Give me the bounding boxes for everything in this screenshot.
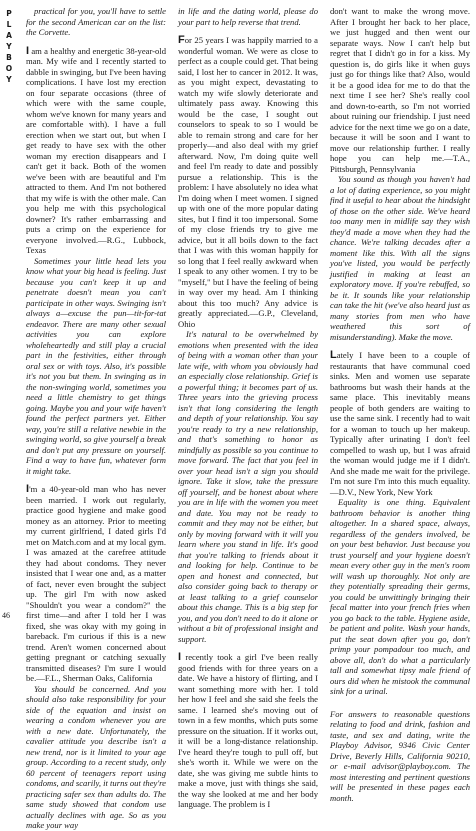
initial-letter: F — [178, 34, 185, 46]
paragraph-text: You should be concerned. And you should also take responsibility for your side of the equation and insist on wearing a condom whenever you are with a new date. Unfortunately, the cavalier attitude you describe isn't a new trend, nor is it limited to your age group. According to a recent study, only 60 percent of teenagers report using condoms, and scarily, it turns out they're practicing safer sex than adults do. The same study showed that condom use actually declines with age. So as you make your way — [26, 683, 166, 830]
paragraph-text: It's natural to be overwhelmed by emotions when presented with the idea of being with a woman other than your late wife, with whom you obviously had an especially close relationship. Grief is a powerful thing; it becomes part of us. Three years into the grieving process isn't that long considering the length and depth of your relationship. You say you're ready to try a new relationship, and that's something to honor as mindfully as possible so you continue to move forward. The fact that you feel in over your head isn't a sign you should ignore. Take it slow, take the pressure off yourself, and be honest about where you are in life with the women you meet and date. You may not be ready to commit and they may not be either, but only by moving forward with it will you learn where you stand in life. It's good that you're talking to friends about it and looking for help. Continue to be open and honest and connected, but also consider going back to therapy or at least talking to a grief counselor about this change. This is a big step for you, and you don't need to do it alone or without a bit of professional insight and support. — [178, 329, 318, 644]
paragraph-text: You sound as though you haven't had a lot of dating experience, so you might find it useful to hear about the hindsight of those on the other side. We've heard too many men in midlife say they wish they'd made a move when they had the chance. We're talking decades after a moment like this. With all the signs you've listed, you would be perfectly justified in making at least an exploratory move. If you're rebuffed, so be it. It sounds like your relationship can take the hit (we've also heard just as many stories from men who have weathered this sort of misunderstanding). Make the move. — [330, 174, 470, 342]
text-column-2 — [178, 6, 318, 809]
running-head-letter: P — [6, 9, 12, 18]
initial-letter: I — [178, 651, 182, 663]
paragraph-text: For answers to reasonable questions relating to food and drink, fashion and taste, and sex and dating, write the Playboy Advisor, 9346 Civic Center Drive, Beverly Hills, California 90210, or e-mail advisor@playboy.com. The most interesting and pertinent questions will be presented in these pages each month. — [330, 708, 470, 803]
reader-letter — [330, 6, 470, 174]
paragraph-text: ately I have been to a couple of restaurants that have communal coed sinks. Men and women use separate bathrooms but wash their hands at the same place. This inevitably means people of both genders are waiting to use the same sink. I recently had to wait for a woman to touch up her makeup. Typically after urinating I don't feel compelled to wash up, but I was afraid the woman would judge me if I didn't. And she made me wait for the privilege. I'm not sure I'm into this much equality.—D.V., New York, New York — [330, 350, 470, 497]
paragraph-text: 'm a 40-year-old man who has never been married. I work out regularly, practice good hygiene and make good money as an attorney. Prior to meeting my current girlfriend, I dated girls I'd met on Match.com and at my local gym. I was amazed at the carefree attitude they had about condoms. They never insisted that I wear one and, as a matter of fact, never even brought the subject up. The girl I'm with now asked "Shouldn't you wear a condom?" the first time—and after I told her I was fixed, she was okay with my going in bareback. I'm curious if this is a new trend. Aren't women concerned about getting pregnant or catching sexually transmitted diseases? I'm sure I would be.—F.L., Sherman Oaks, California — [26, 484, 166, 683]
reader-letter — [178, 652, 318, 810]
paragraph-text: in life and the dating world, please do your part to help reverse that trend. — [178, 6, 318, 27]
running-head-letter: L — [6, 20, 12, 29]
advisor-response — [330, 174, 470, 342]
paragraph-text: Equality is one thing. Equivalent bathroom behavior is another thing altogether. In a shared space, always, regardless of the genders involved, be on your best behavior. Just because you trust yourself and your hygiene doesn't mean every other guy in the men's room will wash up thoroughly. Not only are they potentially spreading their germs, you could be unwittingly bringing their fecal matter into your french fries when you go back to the table. Hygiene aside, be patient and polite. Wash your hands, put the seat down after you go, don't primp your pompadour too much, and above all, don't do what a particularly tall and somewhat tipsy male friend of ours did when he mistook the communal sink for a urinal. — [330, 497, 470, 696]
paragraph-text: recently took a girl I've been really good friends with for three years on a date. We have a history of flirting, and I want something more with her. I told her how I feel and she said she feels the same. I learned she's moving out of town in a few months, which puts some pressure on the situation. If it works out, it will be a long-distance relationship. I've heard they're tough to pull off, but she's worth it. While we were on the date, she was giving me subtle hints to make a move, just with things she said, the way she looked at me and her body language. The problem is I — [178, 652, 318, 809]
reader-letter — [330, 350, 470, 497]
running-head-letter: A — [6, 31, 12, 40]
text-column-1 — [26, 6, 166, 830]
reader-letter — [26, 46, 166, 256]
advisor-response — [26, 6, 166, 38]
advisor-response — [178, 329, 318, 644]
paragraph-gap — [26, 38, 166, 46]
reader-letter — [26, 484, 166, 684]
initial-letter: I — [26, 483, 30, 495]
paragraph-text: don't want to make the wrong move. After I brought her back to her place, we just hugged and then went our separate ways. Now I can't help but regret that I didn't go in for a kiss. My question is, do girls like it when guys just go for things like that? Also, would it be a good idea for me to do that the next time I see her? She's really cool and down-to-earth, so I'm not worried about ruining our friendship. I just need advice for the next time we go on a date, because it will be soon and I want to move our relationship further. I really hope you can help me.—T.A., Pittsburgh, Pennsylvania — [330, 6, 470, 174]
paragraph-text: practical for you, you'll have to settle for the second American car on the list: the Corvette. — [26, 6, 166, 37]
initial-letter: L — [330, 349, 337, 361]
paragraph-gap — [178, 644, 318, 652]
running-head-letter: Y — [6, 42, 12, 51]
paragraph-text: am a healthy and energetic 38-year-old man. My wife and I recently started to dabble in swinging, but I've been having complications. I have lost my erection on four separate occasions (three of which were with the same couple, whom we've known for many years and are comfortable with). I have a full erection when we start out, but when I get ready to have sex with the other woman my erection disappears and I can't get it back. Both of the women we've been with are beautiful and I'm attracted to them. And I'm not bothered that my wife is with the other male. Can you help me with this psychological downer? It's rather embarrassing and puts a crimp on the experience for everyone involved.—R.G., Lubbock, Texas — [26, 45, 166, 255]
paragraph-gap — [178, 27, 318, 35]
running-head-letter: O — [5, 64, 13, 73]
paragraph-gap — [330, 697, 470, 705]
running-head-letter: Y — [6, 75, 12, 84]
text-column-3 — [330, 6, 470, 803]
paragraph-text: or 25 years I was happily married to a wonderful woman. We were as close to perfect as a couple could get. That being said, I lost her to cancer in 2012. It was, as you might expect, devastating to watch my wife slowly deteriorate and ultimately pass away. Knowing this would be the case, I sought out counselors to speak to so I would be able to remain strong and care for her properly—and also deal with my grief afterward. Now, I'm doing quite well and feel I'm ready to date and possibly pursue a relationship. This is the problem: I have absolutely no idea what I'm doing when I meet women. I signed up with one of the more popular dating sites, but I find it too impersonal. Some of my close friends try to give me advice, but it all boils down to the fact that I was with this woman happily for so long that I feel really awkward when I speak to any other women. I try to be "myself," but I have the feeling of being in way over my head. Am I thinking about this too much? Any advice is greatly appreciated.—G.P., Cleveland, Ohio — [178, 35, 318, 329]
initial-letter: I — [26, 44, 30, 57]
advisor-response — [178, 6, 318, 27]
paragraph-gap — [330, 342, 470, 350]
advisor-response — [330, 497, 470, 697]
magazine-running-head — [3, 8, 15, 85]
running-head-letter: B — [6, 53, 12, 62]
page-number: 46 — [2, 611, 10, 620]
advisor-response — [26, 684, 166, 831]
paragraph-text: Sometimes your little head lets you know what your big head is feeling. Just because you can't keep it up and penetrate doesn't mean you can't participate in other ways. Swinging isn't always a—excuse the pun—tit-for-tat endeavor. There are many other sexual activities you can explore wholeheartedly and still play a crucial part in the festivities, either through oral sex or with toys. Also, it's possible it's not you but them. In swinging as in the non-swinging world, sometimes you need a little chemistry to get things going. Maybe you and your wife haven't found the perfect partners yet. Either way, you're still a relative newbie in the swinging world, so give yourself a break and don't put any pressure on yourself. Find a way to have fun, whatever form it might take. — [26, 255, 166, 476]
reader-letter — [178, 35, 318, 329]
paragraph-gap — [26, 476, 166, 484]
submission-note — [330, 709, 470, 804]
advisor-response — [26, 256, 166, 477]
